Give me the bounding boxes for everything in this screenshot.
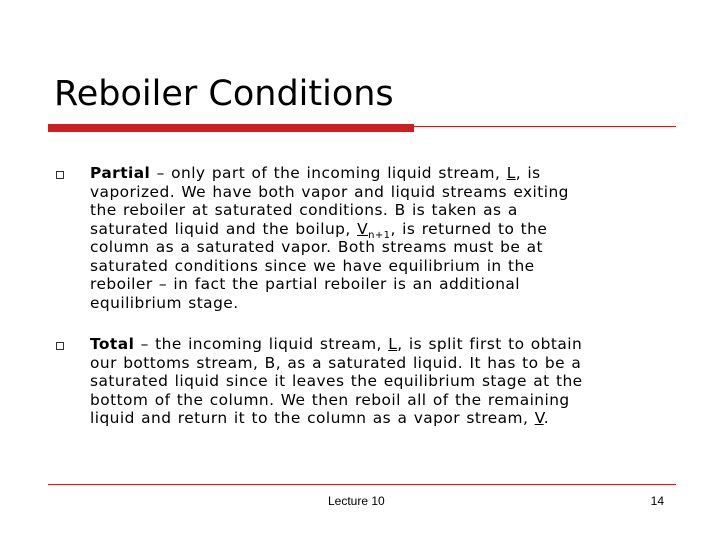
bullet-partial-line-0 bbox=[90, 164, 680, 183]
bullet-total-line-1: our bottoms stream, B, as a saturated liquid. It has to be a bbox=[90, 353, 582, 372]
bullet-total-term: Total bbox=[90, 335, 135, 353]
footer-rule bbox=[48, 484, 676, 485]
bullet-partial bbox=[90, 164, 680, 312]
footer-page-number: 14 bbox=[650, 494, 664, 508]
bullet-total bbox=[90, 335, 680, 428]
hollow-square-bullet-icon bbox=[56, 171, 64, 179]
footer-lecture-label: Lecture 10 bbox=[328, 494, 385, 508]
bullet-total-line-3: bottom of the column. We then reboil all of the remaining bbox=[90, 390, 570, 409]
subscript: n+1 bbox=[368, 229, 391, 241]
bullet-partial-line-4: column as a saturated vapor. Both streams must be at bbox=[90, 238, 543, 256]
underlined-symbol: V bbox=[534, 409, 544, 427]
bullet-total-line-0 bbox=[90, 335, 680, 354]
bullet-partial-term: Partial bbox=[90, 164, 151, 182]
line-text: , is split first to obtain bbox=[397, 335, 583, 353]
title-underline-thin bbox=[48, 126, 676, 127]
line-text: – only part of the incoming liquid stream, bbox=[150, 164, 507, 182]
bullet-total-line-4 bbox=[90, 409, 680, 428]
line-text: saturated liquid and the boilup, bbox=[90, 219, 358, 238]
hollow-square-bullet-icon bbox=[56, 342, 64, 350]
bullet-partial-line-2: the reboiler at saturated conditions. B is taken as a bbox=[90, 201, 518, 219]
bullet-partial-line-1: vaporized. We have both vapor and liquid streams exiting bbox=[90, 182, 569, 201]
bullet-partial-line-7: equilibrium stage. bbox=[90, 293, 239, 312]
bullet-total-line-2: saturated liquid since it leaves the equilibrium stage at the bbox=[90, 372, 583, 390]
line-text: , is returned to the bbox=[390, 219, 548, 238]
bullet-partial-line-5: saturated conditions since we have equilibrium in the bbox=[90, 256, 535, 275]
bullet-partial-line-3 bbox=[90, 220, 680, 239]
underlined-symbol: L bbox=[388, 335, 398, 353]
line-text: liquid and return it to the column as a vapor stream, bbox=[90, 409, 535, 427]
line-text: – the incoming liquid stream, bbox=[134, 335, 389, 353]
underlined-symbol: L bbox=[506, 164, 516, 182]
bullet-partial-line-6: reboiler – in fact the partial reboiler is an additional bbox=[90, 275, 521, 293]
line-text: . bbox=[543, 409, 550, 427]
underlined-symbol: V bbox=[357, 219, 369, 238]
line-text: , is bbox=[515, 164, 541, 182]
slide-title: Reboiler Conditions bbox=[54, 74, 394, 114]
